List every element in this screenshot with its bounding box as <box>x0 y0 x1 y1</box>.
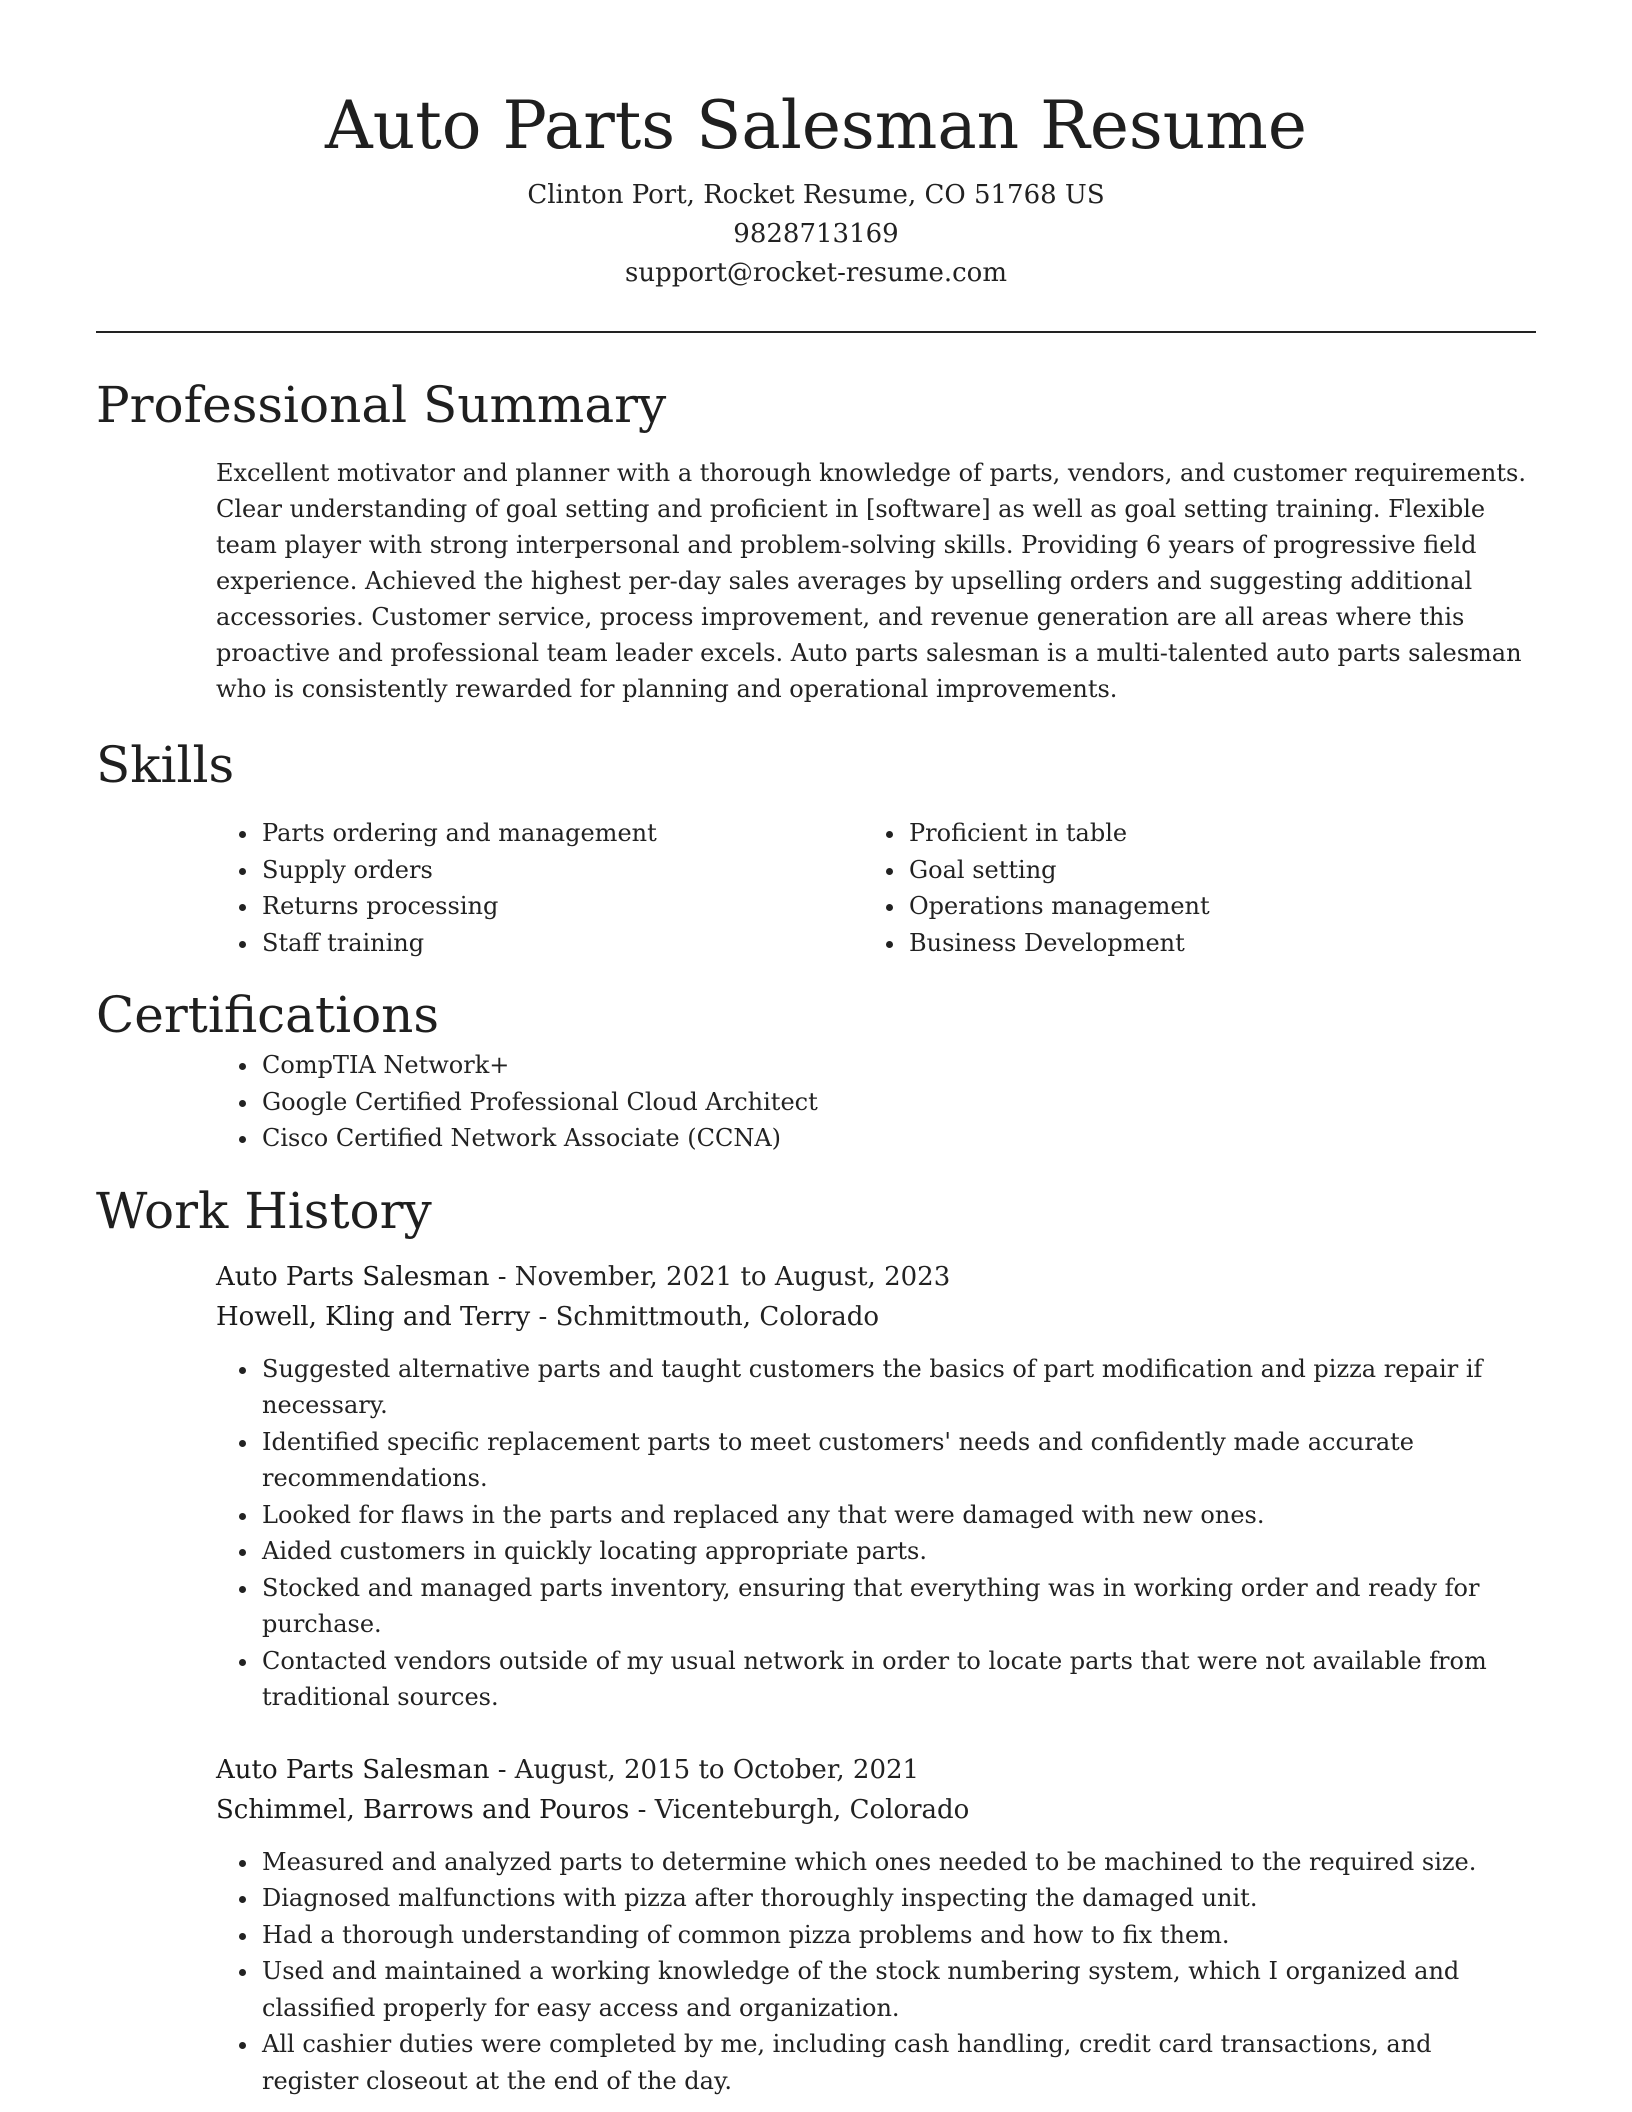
job-bullet: • Identified specific replacement parts to meet customers' needs and confidently made accurate recommendations. <box>260 1424 1520 1497</box>
job-entry <box>216 1750 1536 2100</box>
skill-item: • Parts ordering and management <box>260 815 889 852</box>
job-company: Howell, Kling and Terry <box>216 1301 531 1332</box>
section-heading-summary: Professional Summary <box>96 376 667 434</box>
job-title: Auto Parts Salesman <box>216 1261 490 1292</box>
skill-item: • Business Development <box>907 925 1536 962</box>
job-bullet: • Diagnosed malfunctions with pizza after thoroughly inspecting the damaged unit. <box>260 1880 1520 1917</box>
job-bullet: • All cashier duties were completed by me, including cash handling, credit card transactions, and register closeout at the end of the day. <box>260 2026 1520 2099</box>
resume-page <box>96 0 1536 2099</box>
job-company-line <box>216 1297 1536 1337</box>
job-dates: - August, 2015 to October, 2021 <box>489 1754 920 1785</box>
header-divider <box>96 331 1536 333</box>
skills-column-right <box>889 815 1536 961</box>
job-bullet: • Used and maintained a working knowledge of the stock numbering system, which I organized and classified properly for easy access and organization. <box>260 1953 1520 2026</box>
job-bullets <box>216 1844 1520 2100</box>
job-dates: - November, 2021 to August, 2023 <box>489 1261 951 1292</box>
skills-column-left <box>96 815 889 961</box>
job-location: - Vicenteburgh, Colorado <box>629 1794 970 1825</box>
summary-text: Excellent motivator and planner with a thorough knowledge of parts, vendors, and customer requirements. Clear understanding of goal setting and proficient in [software] as well as goal setting training. Flexible team player with strong interpersonal and problem-solving skills. Providing 6 years of progressive field experience. Achieved the highest per-day sales averages by upselling orders and suggesting additional accessories. Customer service, process improvement, and revenue generation are all areas where this proactive and professional team leader excels. Auto parts salesman is a multi-talented auto parts salesman who is consistently rewarded for planning and operational improvements. <box>216 459 1526 703</box>
job-bullet: • Aided customers in quickly locating appropriate parts. <box>260 1533 1520 1570</box>
contact-phone: 9828713169 <box>733 219 899 249</box>
skills-grid <box>96 815 1536 961</box>
job-bullet: • Measured and analyzed parts to determine which ones needed to be machined to the required size. <box>260 1844 1520 1881</box>
certification-item: • CompTIA Network+ <box>260 1047 1536 1084</box>
certifications-list <box>96 1047 1536 1157</box>
section-heading-skills: Skills <box>96 736 235 794</box>
job-title: Auto Parts Salesman <box>216 1754 490 1785</box>
skill-item: • Supply orders <box>260 852 889 889</box>
job-company-line <box>216 1790 1536 1830</box>
section-heading-certifications: Certifications <box>96 986 440 1044</box>
skill-item: • Operations management <box>907 888 1536 925</box>
job-bullet: • Contacted vendors outside of my usual network in order to locate parts that were not available from traditional sources. <box>260 1643 1520 1716</box>
job-bullet: • Had a thorough understanding of common pizza problems and how to fix them. <box>260 1917 1520 1954</box>
certification-item: • Cisco Certified Network Associate (CCNA) <box>260 1120 1536 1157</box>
skill-item: • Returns processing <box>260 888 889 925</box>
job-company: Schimmel, Barrows and Pouros <box>216 1794 630 1825</box>
skill-item: • Proficient in table <box>907 815 1536 852</box>
certification-item: • Google Certified Professional Cloud Architect <box>260 1084 1536 1121</box>
job-bullet: • Stocked and managed parts inventory, ensuring that everything was in working order and ready for purchase. <box>260 1570 1520 1643</box>
contact-block <box>96 176 1536 293</box>
job-bullet: • Suggested alternative parts and taught customers the basics of part modification and pizza repair if necessary. <box>260 1351 1520 1424</box>
skill-item: • Staff training <box>260 925 889 962</box>
job-location: - Schmittmouth, Colorado <box>530 1301 880 1332</box>
contact-email: support@rocket-resume.com <box>624 258 1007 288</box>
skill-item: • Goal setting <box>907 852 1536 889</box>
job-entry <box>216 1257 1536 1716</box>
job-bullet: • Looked for flaws in the parts and replaced any that were damaged with new ones. <box>260 1497 1520 1534</box>
contact-address: Clinton Port, Rocket Resume, CO 51768 US <box>527 180 1105 210</box>
job-bullets <box>216 1351 1520 1716</box>
job-title-line <box>216 1257 1536 1297</box>
resume-title: Auto Parts Salesman Resume <box>325 87 1307 164</box>
job-title-line <box>216 1750 1536 1790</box>
section-heading-work-history: Work History <box>96 1181 432 1240</box>
